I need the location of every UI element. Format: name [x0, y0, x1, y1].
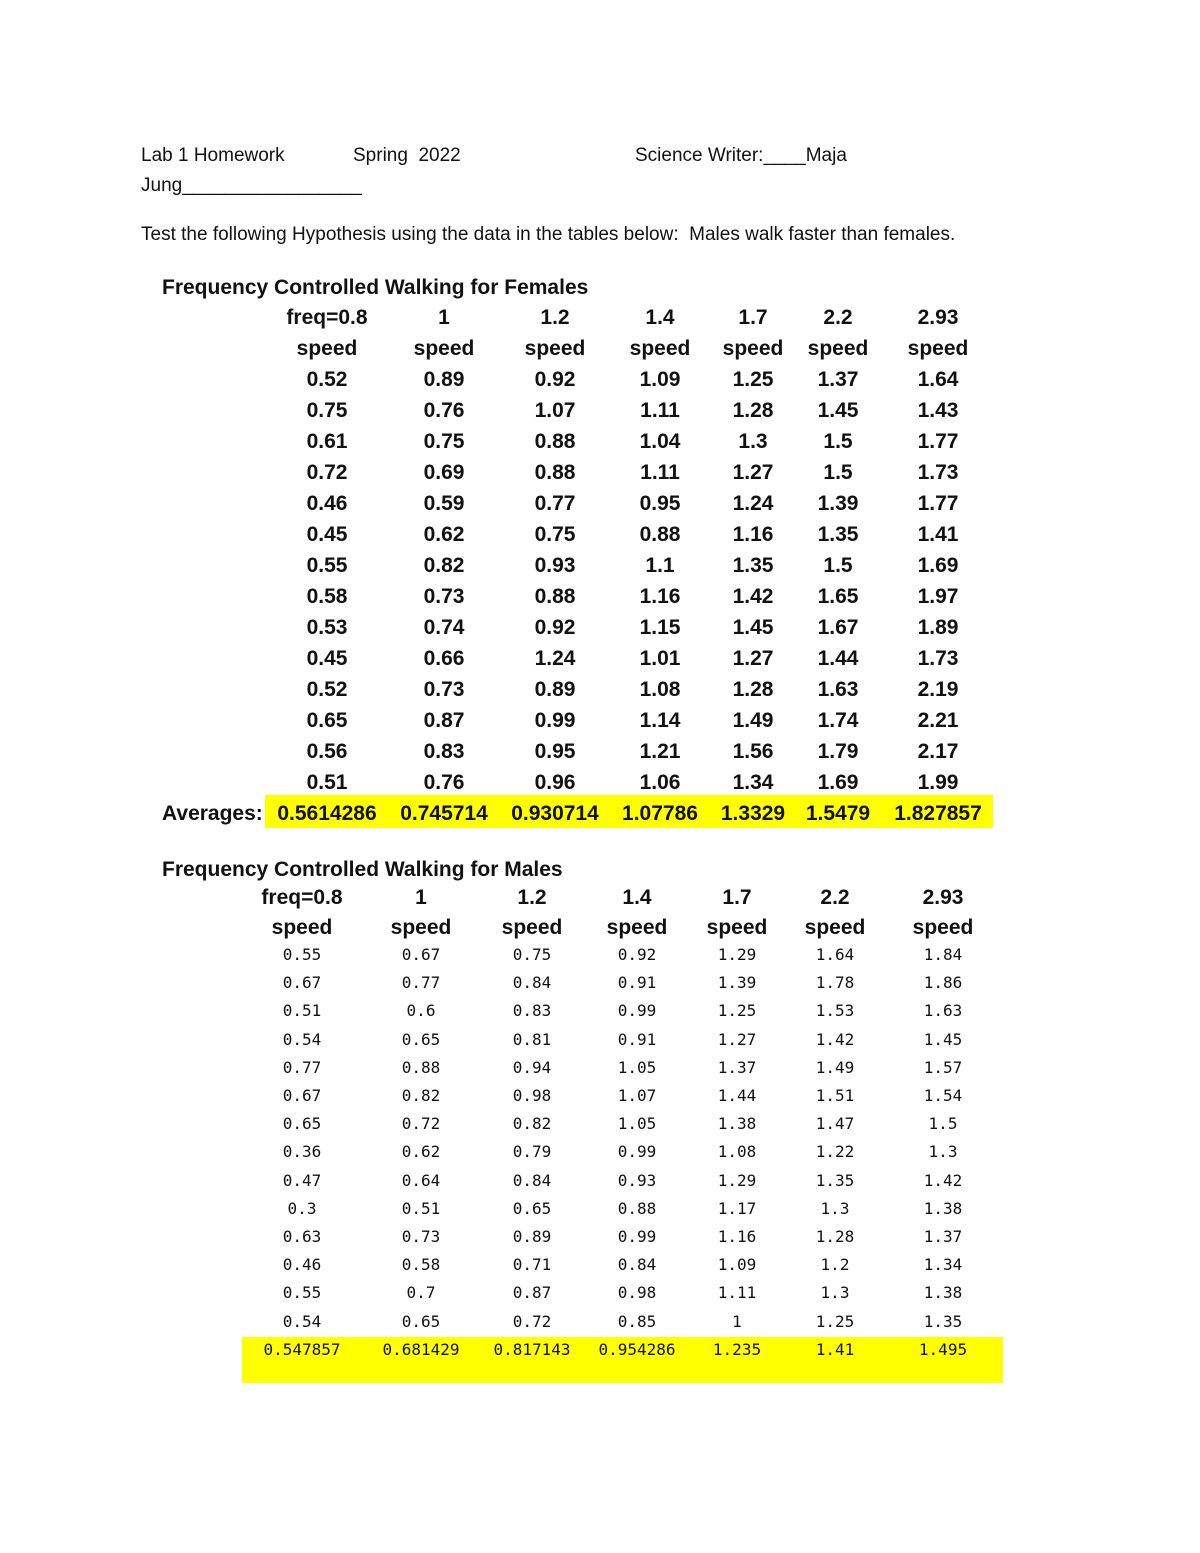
speed-value: 0.75 [534, 523, 576, 546]
speed-value: 1.77 [917, 492, 959, 515]
speed-value: 0.7 [406, 1283, 436, 1303]
speed-value: 0.88 [639, 523, 681, 546]
average-value: 0.817143 [493, 1339, 571, 1359]
speed-value: 0.91 [617, 1029, 657, 1049]
speed-value: 1.79 [817, 740, 859, 763]
speed-value: 1.09 [639, 368, 681, 391]
speed-value: 0.51 [306, 771, 348, 794]
unit-header: speed [390, 916, 452, 939]
speed-value: 0.88 [534, 430, 576, 453]
speed-value: 0.58 [401, 1255, 441, 1275]
speed-value: 1.35 [732, 554, 774, 577]
speed-value: 1.65 [817, 585, 859, 608]
speed-value: 0.65 [306, 709, 348, 732]
speed-value: 1.17 [717, 1198, 757, 1218]
speed-value: 1.11 [640, 399, 680, 422]
speed-value: 1.89 [917, 616, 959, 639]
speed-value: 0.65 [401, 1311, 441, 1331]
speed-value: 2.19 [917, 678, 959, 701]
speed-value: 0.46 [282, 1255, 322, 1275]
speed-value: 0.87 [512, 1283, 552, 1303]
frequency-header: 1.4 [645, 306, 675, 329]
speed-value: 1.42 [732, 585, 774, 608]
speed-value: 1.04 [639, 430, 681, 453]
speed-value: 0.88 [401, 1057, 441, 1077]
speed-value: 0.59 [423, 492, 465, 515]
average-value: 0.930714 [511, 802, 599, 825]
unit-header: speed [296, 337, 358, 360]
speed-value: 1.22 [815, 1142, 855, 1162]
frequency-header: freq=0.8 [261, 886, 343, 909]
speed-value: 0.98 [512, 1086, 552, 1105]
speed-value: 1.42 [923, 1170, 963, 1190]
speed-value: 1.29 [717, 945, 757, 964]
frequency-header: 1.7 [722, 886, 752, 909]
speed-value: 1.28 [732, 399, 774, 422]
speed-value: 0.81 [512, 1029, 552, 1049]
speed-value: 1.07 [534, 399, 576, 422]
speed-value: 1.49 [732, 709, 774, 732]
speed-value: 0.6 [406, 1001, 436, 1021]
speed-value: 1.38 [923, 1198, 963, 1218]
speed-value: 1.78 [815, 973, 855, 993]
speed-value: 1.38 [717, 1114, 757, 1134]
speed-value: 1.28 [732, 678, 774, 701]
speed-value: 0.95 [534, 740, 576, 763]
speed-value: 1.45 [732, 616, 774, 639]
speed-value: 1.63 [817, 678, 859, 701]
speed-value: 0.75 [306, 399, 348, 422]
speed-value: 1.07 [617, 1086, 657, 1105]
speed-value: 0.76 [423, 399, 465, 422]
speed-value: 1.1 [645, 554, 675, 577]
speed-value: 0.45 [306, 647, 348, 670]
speed-value: 0.99 [617, 1001, 657, 1021]
lab-title: Lab 1 Homework [141, 145, 285, 166]
speed-value: 1.25 [717, 1001, 757, 1021]
speed-value: 1.34 [732, 771, 774, 794]
unit-header: speed [413, 337, 475, 360]
frequency-header: 1.2 [540, 306, 570, 329]
speed-value: 0.76 [423, 771, 465, 794]
speed-value: 0.46 [306, 492, 348, 515]
speed-value: 0.89 [534, 678, 576, 701]
speed-value: 0.77 [282, 1057, 322, 1077]
speed-value: 0.45 [306, 523, 348, 546]
speed-value: 0.88 [617, 1198, 657, 1218]
speed-value: 0.64 [401, 1170, 441, 1190]
unit-header: speed [907, 337, 969, 360]
speed-value: 1.77 [917, 430, 959, 453]
average-value: 1.495 [918, 1339, 968, 1359]
speed-value: 0.51 [401, 1198, 441, 1218]
science-writer-continued: Jung_________________ [141, 175, 362, 196]
average-value: 0.954286 [598, 1339, 676, 1359]
frequency-header: 2.93 [917, 306, 959, 329]
speed-value: 1.25 [732, 368, 774, 391]
speed-value: 0.63 [282, 1227, 322, 1246]
speed-value: 1.3 [820, 1198, 850, 1218]
speed-value: 1.56 [732, 740, 774, 763]
speed-value: 1.24 [534, 647, 576, 670]
speed-value: 0.84 [512, 973, 552, 993]
term: Spring 2022 [353, 145, 461, 166]
average-value: 1.827857 [894, 802, 982, 825]
speed-value: 1.35 [817, 523, 859, 546]
speed-value: 0.83 [423, 740, 465, 763]
speed-value: 0.99 [617, 1227, 657, 1246]
speed-value: 1.86 [923, 973, 963, 993]
speed-value: 0.96 [534, 771, 576, 794]
speed-value: 1.28 [815, 1227, 855, 1246]
females-table-title: Frequency Controlled Walking for Females [162, 276, 589, 299]
speed-value: 0.95 [639, 492, 681, 515]
speed-value: 1.3 [820, 1283, 850, 1303]
speed-value: 1.16 [732, 523, 774, 546]
speed-value: 0.51 [282, 1001, 322, 1021]
speed-value: 1.11 [640, 461, 680, 484]
speed-value: 1.63 [923, 1001, 963, 1021]
speed-value: 0.54 [282, 1311, 322, 1331]
speed-value: 0.89 [512, 1227, 552, 1246]
speed-value: 1.27 [732, 647, 774, 670]
speed-value: 1.49 [815, 1057, 855, 1077]
speed-value: 1.25 [815, 1311, 855, 1331]
frequency-header: 2.2 [820, 886, 850, 909]
speed-value: 1.53 [815, 1001, 855, 1021]
frequency-header: freq=0.8 [286, 306, 368, 329]
speed-value: 0.67 [282, 1086, 322, 1105]
speed-value: 1.09 [717, 1255, 757, 1275]
average-value: 0.745714 [400, 802, 488, 825]
speed-value: 1.97 [917, 585, 959, 608]
speed-value: 0.92 [534, 368, 576, 391]
unit-header: speed [501, 916, 563, 939]
speed-value: 0.98 [617, 1283, 657, 1303]
average-value: 0.5614286 [277, 802, 377, 825]
speed-value: 1.24 [732, 492, 774, 515]
speed-value: 1.27 [717, 1029, 757, 1049]
speed-value: 1.44 [717, 1086, 757, 1105]
frequency-header: 1 [415, 886, 427, 909]
speed-value: 1.37 [817, 368, 859, 391]
speed-value: 1.37 [717, 1057, 757, 1077]
unit-header: speed [629, 337, 691, 360]
frequency-header: 2.2 [823, 306, 853, 329]
speed-value: 0.69 [423, 461, 465, 484]
unit-header: speed [606, 916, 668, 939]
speed-value: 0.52 [306, 678, 348, 701]
speed-value: 0.83 [512, 1001, 552, 1021]
science-writer: Science Writer:____Maja [635, 145, 847, 166]
speed-value: 1.16 [639, 585, 681, 608]
speed-value: 1.73 [917, 461, 959, 484]
average-value: 0.547857 [263, 1339, 341, 1359]
speed-value: 1.35 [923, 1311, 963, 1331]
frequency-header: 1.2 [517, 886, 547, 909]
speed-value: 1.06 [639, 771, 681, 794]
speed-value: 1.3 [738, 430, 768, 453]
speed-value: 0.66 [423, 647, 465, 670]
speed-value: 1.67 [817, 616, 859, 639]
speed-value: 1.37 [923, 1227, 963, 1246]
unit-header: speed [706, 916, 768, 939]
speed-value: 0.55 [282, 1283, 322, 1303]
speed-value: 0.89 [423, 368, 465, 391]
speed-value: 0.65 [512, 1198, 552, 1218]
speed-value: 2.17 [917, 740, 959, 763]
speed-value: 0.54 [282, 1029, 322, 1049]
speed-value: 0.82 [512, 1114, 552, 1134]
average-value: 1.07786 [622, 802, 698, 825]
average-value: 1.5479 [805, 802, 871, 825]
speed-value: 1.45 [817, 399, 859, 422]
males-table-title: Frequency Controlled Walking for Males [162, 858, 563, 881]
speed-value: 1.44 [817, 647, 859, 670]
speed-value: 1.16 [717, 1227, 757, 1246]
unit-header: speed [807, 337, 869, 360]
speed-value: 1.84 [923, 945, 963, 964]
frequency-header: 2.93 [922, 886, 964, 909]
average-value: 1.3329 [720, 802, 786, 825]
average-value: 1.41 [815, 1339, 855, 1359]
speed-value: 0.99 [534, 709, 576, 732]
speed-value: 0.36 [282, 1142, 322, 1162]
speed-value: 0.72 [401, 1114, 441, 1134]
speed-value: 1.57 [923, 1057, 963, 1077]
speed-value: 0.82 [401, 1086, 441, 1105]
speed-value: 1.29 [717, 1170, 757, 1190]
speed-value: 0.85 [617, 1311, 657, 1331]
speed-value: 1.39 [817, 492, 859, 515]
speed-value: 0.62 [423, 523, 465, 546]
speed-value: 1.34 [923, 1255, 963, 1275]
speed-value: 0.72 [306, 461, 348, 484]
speed-value: 1.99 [917, 771, 959, 794]
speed-value: 0.55 [282, 945, 322, 964]
speed-value: 1.35 [815, 1170, 855, 1190]
speed-value: 0.92 [617, 945, 657, 964]
frequency-header: 1.7 [738, 306, 768, 329]
speed-value: 0.67 [401, 945, 441, 964]
speed-value: 0.52 [306, 368, 348, 391]
speed-value: 0.55 [306, 554, 348, 577]
speed-value: 0.75 [423, 430, 465, 453]
speed-value: 0.92 [534, 616, 576, 639]
speed-value: 1.3 [928, 1142, 958, 1162]
speed-value: 0.67 [282, 973, 322, 993]
speed-value: 1.05 [617, 1057, 657, 1077]
speed-value: 1.11 [717, 1283, 757, 1303]
speed-value: 1.5 [823, 554, 853, 577]
unit-header: speed [524, 337, 586, 360]
average-value: 0.681429 [382, 1339, 460, 1359]
speed-value: 1.41 [917, 523, 959, 546]
speed-value: 1.47 [815, 1114, 855, 1134]
speed-value: 1.15 [639, 616, 681, 639]
speed-value: 1.64 [815, 945, 855, 964]
speed-value: 1.5 [823, 461, 853, 484]
speed-value: 1.5 [928, 1114, 958, 1134]
speed-value: 0.88 [534, 585, 576, 608]
speed-value: 1.73 [917, 647, 959, 670]
averages-label: Averages: [162, 802, 263, 825]
speed-value: 0.65 [282, 1114, 322, 1134]
speed-value: 0.3 [287, 1198, 317, 1218]
speed-value: 0.93 [534, 554, 576, 577]
speed-value: 0.88 [534, 461, 576, 484]
speed-value: 0.77 [401, 973, 441, 993]
speed-value: 0.73 [401, 1227, 441, 1246]
speed-value: 1.45 [923, 1029, 963, 1049]
speed-value: 1.51 [815, 1086, 855, 1105]
unit-header: speed [912, 916, 974, 939]
speed-value: 0.56 [306, 740, 348, 763]
speed-value: 1.05 [617, 1114, 657, 1134]
speed-value: 2.21 [917, 709, 959, 732]
speed-value: 1.08 [717, 1142, 757, 1162]
speed-value: 1.64 [917, 368, 959, 391]
speed-value: 0.75 [512, 945, 552, 964]
speed-value: 0.91 [617, 973, 657, 993]
speed-value: 1.38 [923, 1283, 963, 1303]
speed-value: 1 [732, 1311, 742, 1331]
frequency-header: 1 [438, 306, 450, 329]
speed-value: 0.58 [306, 585, 348, 608]
speed-value: 0.84 [512, 1170, 552, 1190]
speed-value: 0.71 [512, 1255, 552, 1275]
frequency-header: 1.4 [622, 886, 652, 909]
hypothesis: Test the following Hypothesis using the data in the tables below: Males walk faster than females. [141, 224, 956, 245]
unit-header: speed [271, 916, 333, 939]
speed-value: 0.84 [617, 1255, 657, 1275]
average-value: 1.235 [712, 1339, 762, 1359]
speed-value: 0.61 [306, 430, 348, 453]
speed-value: 1.01 [639, 647, 681, 670]
speed-value: 1.2 [820, 1255, 850, 1275]
speed-value: 0.79 [512, 1142, 552, 1162]
speed-value: 1.54 [923, 1086, 963, 1105]
speed-value: 0.62 [401, 1142, 441, 1162]
speed-value: 0.87 [423, 709, 465, 732]
speed-value: 1.42 [815, 1029, 855, 1049]
speed-value: 0.47 [282, 1170, 322, 1190]
speed-value: 0.82 [423, 554, 465, 577]
speed-value: 0.94 [512, 1057, 552, 1077]
speed-value: 0.99 [617, 1142, 657, 1162]
speed-value: 0.77 [534, 492, 576, 515]
speed-value: 1.5 [823, 430, 853, 453]
speed-value: 0.65 [401, 1029, 441, 1049]
speed-value: 1.43 [917, 399, 959, 422]
speed-value: 1.74 [817, 709, 859, 732]
speed-value: 0.53 [306, 616, 348, 639]
speed-value: 1.39 [717, 973, 757, 993]
unit-header: speed [804, 916, 866, 939]
speed-value: 0.73 [423, 678, 465, 701]
speed-value: 1.69 [917, 554, 959, 577]
speed-value: 1.08 [639, 678, 681, 701]
speed-value: 1.27 [732, 461, 774, 484]
speed-value: 0.73 [423, 585, 465, 608]
unit-header: speed [722, 337, 784, 360]
speed-value: 0.74 [423, 616, 465, 639]
speed-value: 1.21 [639, 740, 681, 763]
speed-value: 0.93 [617, 1170, 657, 1190]
speed-value: 1.14 [639, 709, 681, 732]
speed-value: 0.72 [512, 1311, 552, 1331]
speed-value: 1.69 [817, 771, 859, 794]
